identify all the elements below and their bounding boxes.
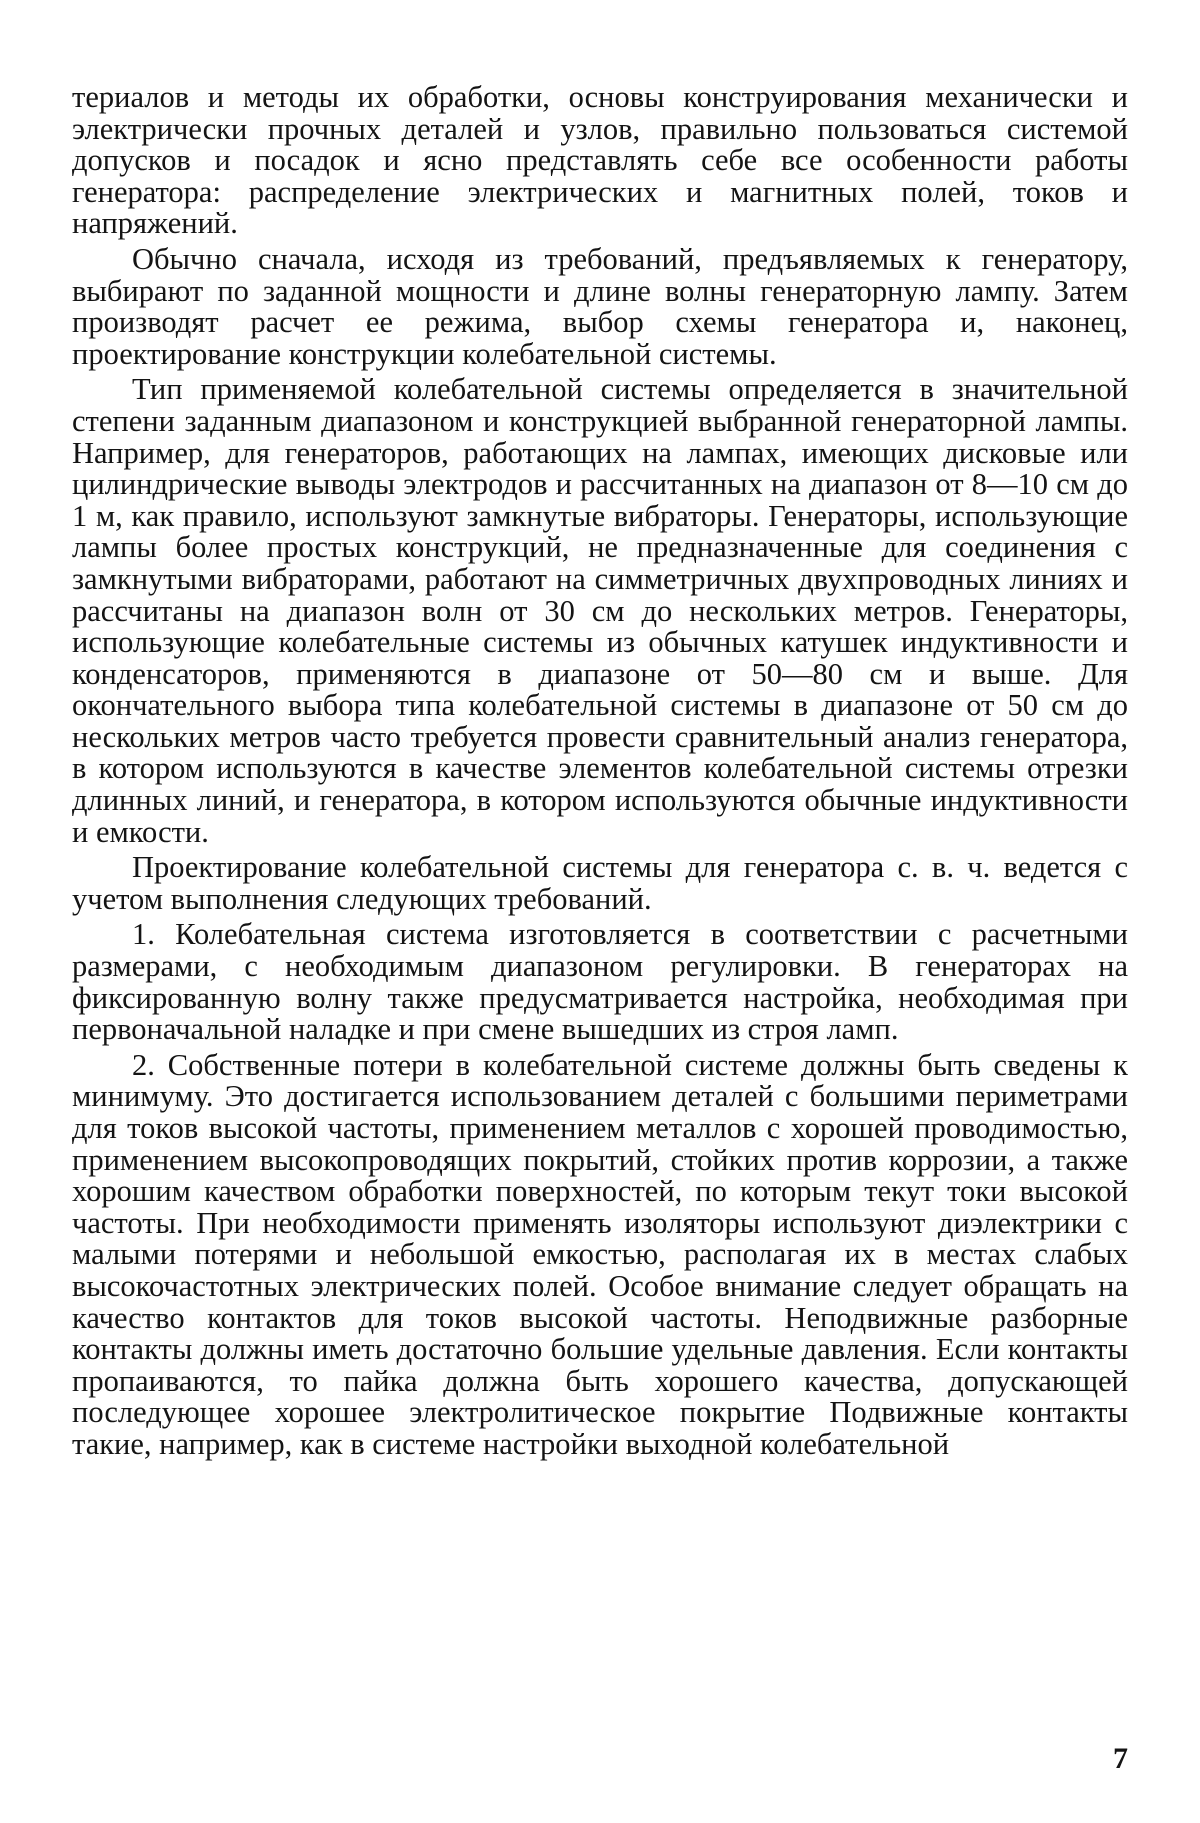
paragraph-continued: териалов и методы их обработки, основы конструирования механически и электрически прочных деталей и узлов, правильно пользоваться системой допусков и посадок и ясно представлять себе все особенности работы генератора: распределение электрических и магнитных полей, токов и напряжений. [72, 80, 1128, 241]
list-item-2: 2. Собственные потери в колебательной системе должны быть сведены к минимуму. Это достигается использованием деталей с большими периметрами для токов высокой частоты, применением металлов с хорошей проводимостью, применением высокопроводящих покрытий, стойких против коррозии, а также хорошим качеством обработки поверхностей, по которым текут токи высокой частоты. При необходимости применять изоляторы используют диэлектрики с малыми потерями и небольшой емкостью, располагая их в местах слабых высокочастотных электрических полей. Особое внимание следует обращать на качество контактов для токов высокой частоты. Неподвижные разборные контакты должны иметь достаточно большие удельные давления. Если контакты пропаиваются, то пайка должна быть хорошего качества, допускающей последующее хорошее электролитическое покрытие Подвижные контакты такие, например, как в системе настройки выходной колебательной [72, 1047, 1128, 1461]
paragraph: Тип применяемой колебательной системы определяется в значительной степени заданным диапазоном и конструкцией выбранной генераторной лампы. Например, для генераторов, работающих на лампах, имеющих дисковые или цилиндрические выводы электродов и рассчитанных на диапазон от 8—10 см до 1 м, как правило, используют замкнутые вибраторы. Генераторы, использующие лампы более простых конструкций, не предназначенные для соединения с замкнутыми вибраторами, работают на симметричных двухпроводных линиях и рассчитаны на диапазон волн от 30 см до нескольких метров. Генераторы, использующие колебательные системы из обычных катушек индуктивности и конденсаторов, применяются в диапазоне от 50—80 см и выше. Для окончательного выбора типа колебательной системы в диапазоне от 50 см до нескольких метров часто требуется провести сравнительный анализ генератора, в котором используются в качестве элементов колебательной системы отрезки длинных линий, и генератора, в котором используются обычные индуктивности и емкости. [72, 372, 1128, 849]
page-body [72, 82, 1128, 1465]
paragraph: Обычно сначала, исходя из требований, предъявляемых к генератору, выбирают по заданной мощности и длине волны генераторную лампу. Затем производят расчет ее режима, выбор схемы генератора и, наконец, проектирование конструкции колебательной системы. [72, 241, 1128, 371]
page-number: 7 [1113, 1742, 1128, 1775]
list-item-1: 1. Колебательная система изготовляется в соответствии с расчетными размерами, с необходимым диапазоном регулировки. В генераторах на фиксированную волну также предусматривается настройка, необходимая при первоначальной наладке и при смене вышедших из строя ламп. [72, 917, 1128, 1047]
paragraph: Проектирование колебательной системы для генератора с. в. ч. ведется с учетом выполнения следующих требований. [72, 850, 1128, 916]
